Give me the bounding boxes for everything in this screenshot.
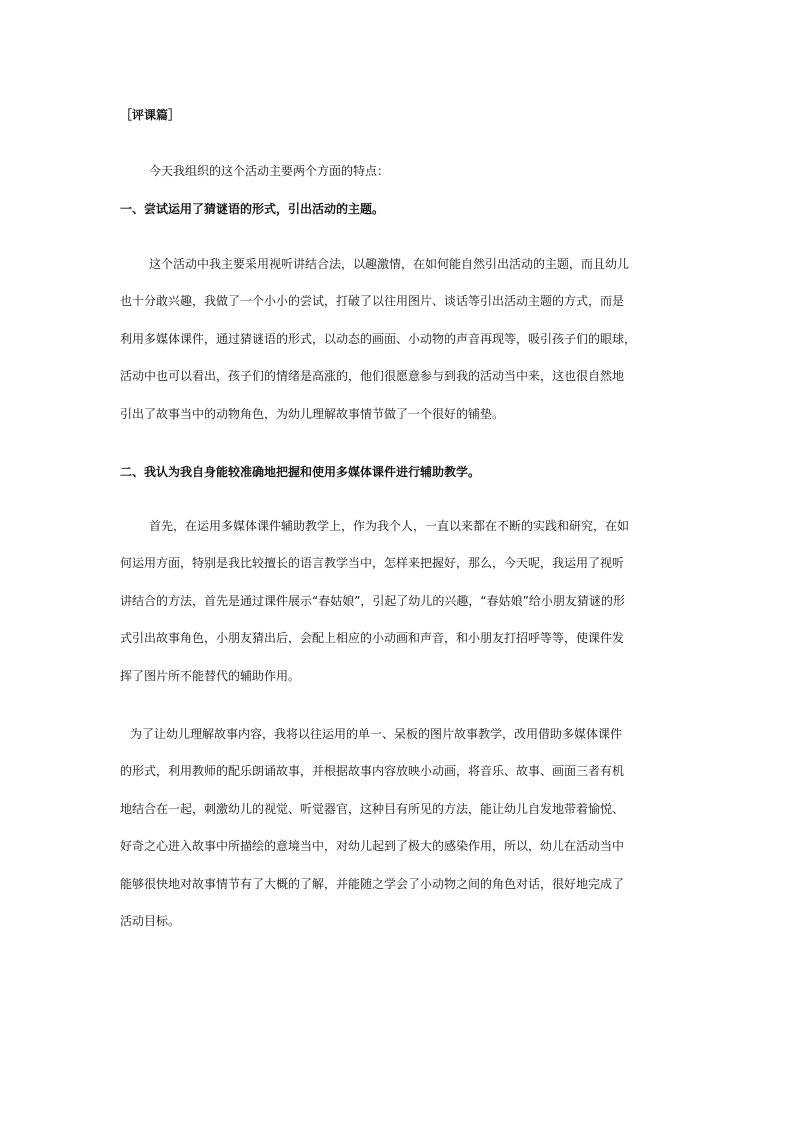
intro-text: 今天我组织的这个活动主要两个方面的特点：	[149, 164, 390, 178]
heading-2: 二、我认为我自身能较准确地把握和使用多媒体课件进行辅助教学。	[120, 465, 481, 479]
paragraph-2-line: 挥了图片所不能替代的辅助作用。	[120, 668, 301, 683]
paragraph-1-line: 这个活动中我主要采用视听讲结合法，以趣激情，在如何能自然引出活动的主题，而且幼儿	[149, 257, 630, 271]
paragraph-1-line: 引出了故事当中的动物角色，为幼儿理解故事情节做了一个很好的铺垫。	[120, 406, 505, 421]
paragraph-3-line: 能够很快地对故事情节有了大概的了解，并能随之学会了小动物之间的角色对话，很好地完成了	[120, 876, 625, 891]
paragraph-1-line: 活动中也可以看出，孩子们的情绪是高涨的，他们很愿意参与到我的活动当中来，这也很自然地	[120, 369, 625, 384]
paragraph-3-line: 的形式，利用教师的配乐朗诵故事，并根据故事内容放映小动画，将音乐、故事、画面三者有机	[120, 764, 625, 779]
paragraph-2	[120, 508, 680, 695]
paragraph-2-line: 何运用方面，特别是我比较擅长的语言教学当中，怎样来把握好，那么，今天呢，我运用了视听	[120, 556, 625, 571]
paragraph-1-line: 也十分敢兴趣，我做了一个小小的尝试，打破了以往用图片、谈话等引出活动主题的方式，而是	[120, 294, 625, 309]
section-label: ［评课篇］	[120, 108, 181, 122]
paragraph-3-line: 地结合在一起，刺激幼儿的视觉、听觉器官，这种目有所见的方法，能让幼儿自发地带着愉悦、	[120, 801, 625, 816]
paragraph-2-line: 首先，在运用多媒体课件辅助教学上，作为我个人，一直以来都在不断的实践和研究，在如	[149, 519, 630, 533]
paragraph-1	[120, 246, 680, 433]
paragraph-3-line: 为了让幼儿理解故事内容，我将以往运用的单一、呆板的图片故事教学，改用借助多媒体课件	[130, 727, 623, 741]
paragraph-1-line: 利用多媒体课件，通过猜谜语的形式，以动态的画面、小动物的声音再现等，吸引孩子们的眼球，	[120, 331, 637, 346]
paragraph-3	[120, 716, 680, 940]
paragraph-2-line: 式引出故事角色，小朋友猜出后，会配上相应的小动画和声音，和小朋友打招呼等等，使课件发	[120, 631, 625, 646]
heading-1: 一、尝试运用了猜谜语的形式，引出活动的主题。	[120, 202, 385, 216]
paragraph-3-line: 活动目标。	[120, 914, 181, 929]
paragraph-2-line: 讲结合的方法，首先是通过课件展示“春姑娘”，引起了幼儿的兴趣，“春姑娘”给小朋友猜谜的形	[120, 593, 625, 608]
paragraph-3-line: 好奇之心进入故事中所描绘的意境当中，对幼儿起到了极大的感染作用，所以，幼儿在活动当中	[120, 839, 625, 854]
